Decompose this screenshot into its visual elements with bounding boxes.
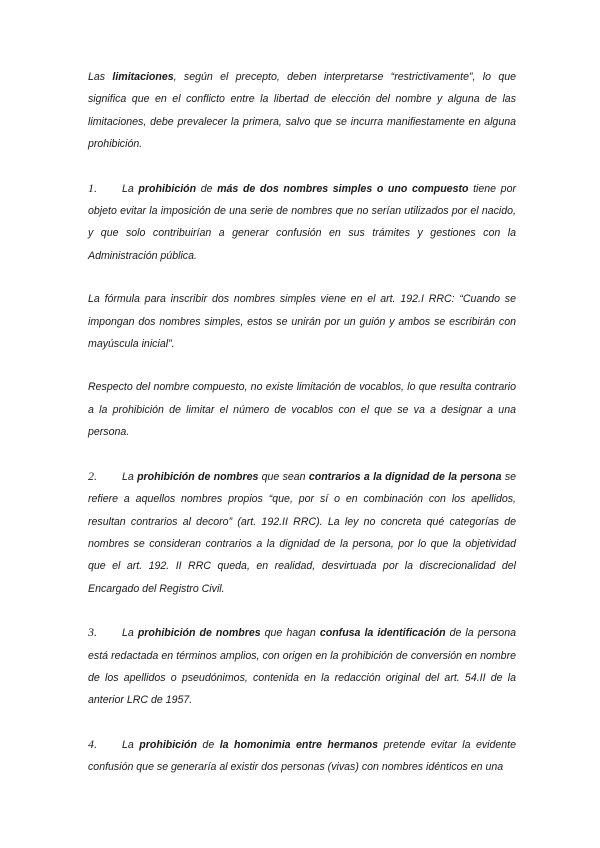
- bold-term: más de dos nombres simples o uno compuesto: [217, 182, 469, 195]
- item-number: 1.: [88, 180, 97, 195]
- bold-term: prohibición: [139, 738, 197, 751]
- paragraph-limitaciones: [88, 66, 516, 156]
- text-run: La: [122, 738, 140, 751]
- bold-term: la homonimia entre hermanos: [219, 738, 379, 751]
- bold-term: prohibición: [138, 182, 197, 195]
- text-run: de: [196, 738, 220, 751]
- text-run: de la persona está redactada en términos amplios, con origen en la prohibición de conversión en nombre de los apellidos o pseudónimos, contenida en la redacción original del art. 54.II de la anterior LRC de 1957.: [88, 627, 516, 707]
- paragraph-formula: La fórmula para inscribir dos nombres simples viene en el art. 192.I RRC: “Cuando se impongan dos nombres simples, estos se unirán por un guión y ambos se escribirán con mayúscula inicial”.: [88, 293, 516, 351]
- list-item-4: [88, 733, 516, 779]
- list-item-1: [88, 177, 516, 268]
- text-run: de: [196, 182, 218, 195]
- text-run: que sean: [258, 470, 309, 483]
- item-number: 2.: [88, 468, 97, 483]
- text-run: , según el precepto, deben interpretarse “restrictivamente”, lo que significa que en el conflicto entre la libertad de elección del nombre y alguna de las limitaciones, debe prevalecer la primera, salvo que se incurra manifiestamente en alguna prohibición.: [88, 71, 516, 151]
- text-run: que hagan: [260, 627, 320, 640]
- item-number: 4.: [88, 736, 97, 751]
- text-run: se refiere a aquellos nombres propios “que, por sí o en combinación con los apellidos, resultan contrarios al decoro” (art. 192.II RRC). La ley no concreta qué categorías de nombres se consideran contrarios a la dignidad de la persona, por lo que la objetividad que el art. 192. II RRC queda, en realidad, desvirtuada por la discrecionalidad del Encargado del Registro Civil.: [88, 470, 517, 595]
- text-run: pretende evitar la evidente confusión que se generaría al existir dos personas (vivas) con nombres idénticos en una: [88, 738, 517, 774]
- item-number: 3.: [88, 625, 97, 640]
- bold-term: limitaciones: [112, 71, 174, 83]
- document-page: [88, 66, 516, 779]
- bold-term: confusa la identificación: [319, 627, 446, 640]
- bold-term: prohibición de nombres: [137, 627, 261, 640]
- text-run: La: [122, 470, 138, 483]
- bold-term: contrarios a la dignidad de la persona: [308, 470, 502, 483]
- text-run: La: [122, 627, 138, 640]
- text-run: La: [122, 182, 139, 195]
- list-item-3: [88, 621, 516, 712]
- list-item-2: [88, 465, 516, 600]
- text-run: Las: [88, 71, 113, 83]
- paragraph-nombre-compuesto: Respecto del nombre compuesto, no existe limitación de vocablos, lo que resulta contrario a la prohibición de limitar el número de vocablos con el que se va a designar a una persona.: [88, 381, 516, 439]
- bold-term: prohibición de nombres: [137, 470, 259, 483]
- text-run: tiene por objeto evitar la imposición de una serie de nombres que no serían utilizados por el nacido, y que solo contribuirían a generar confusión en sus trámites y gestiones con la Administración pública.: [88, 182, 516, 262]
